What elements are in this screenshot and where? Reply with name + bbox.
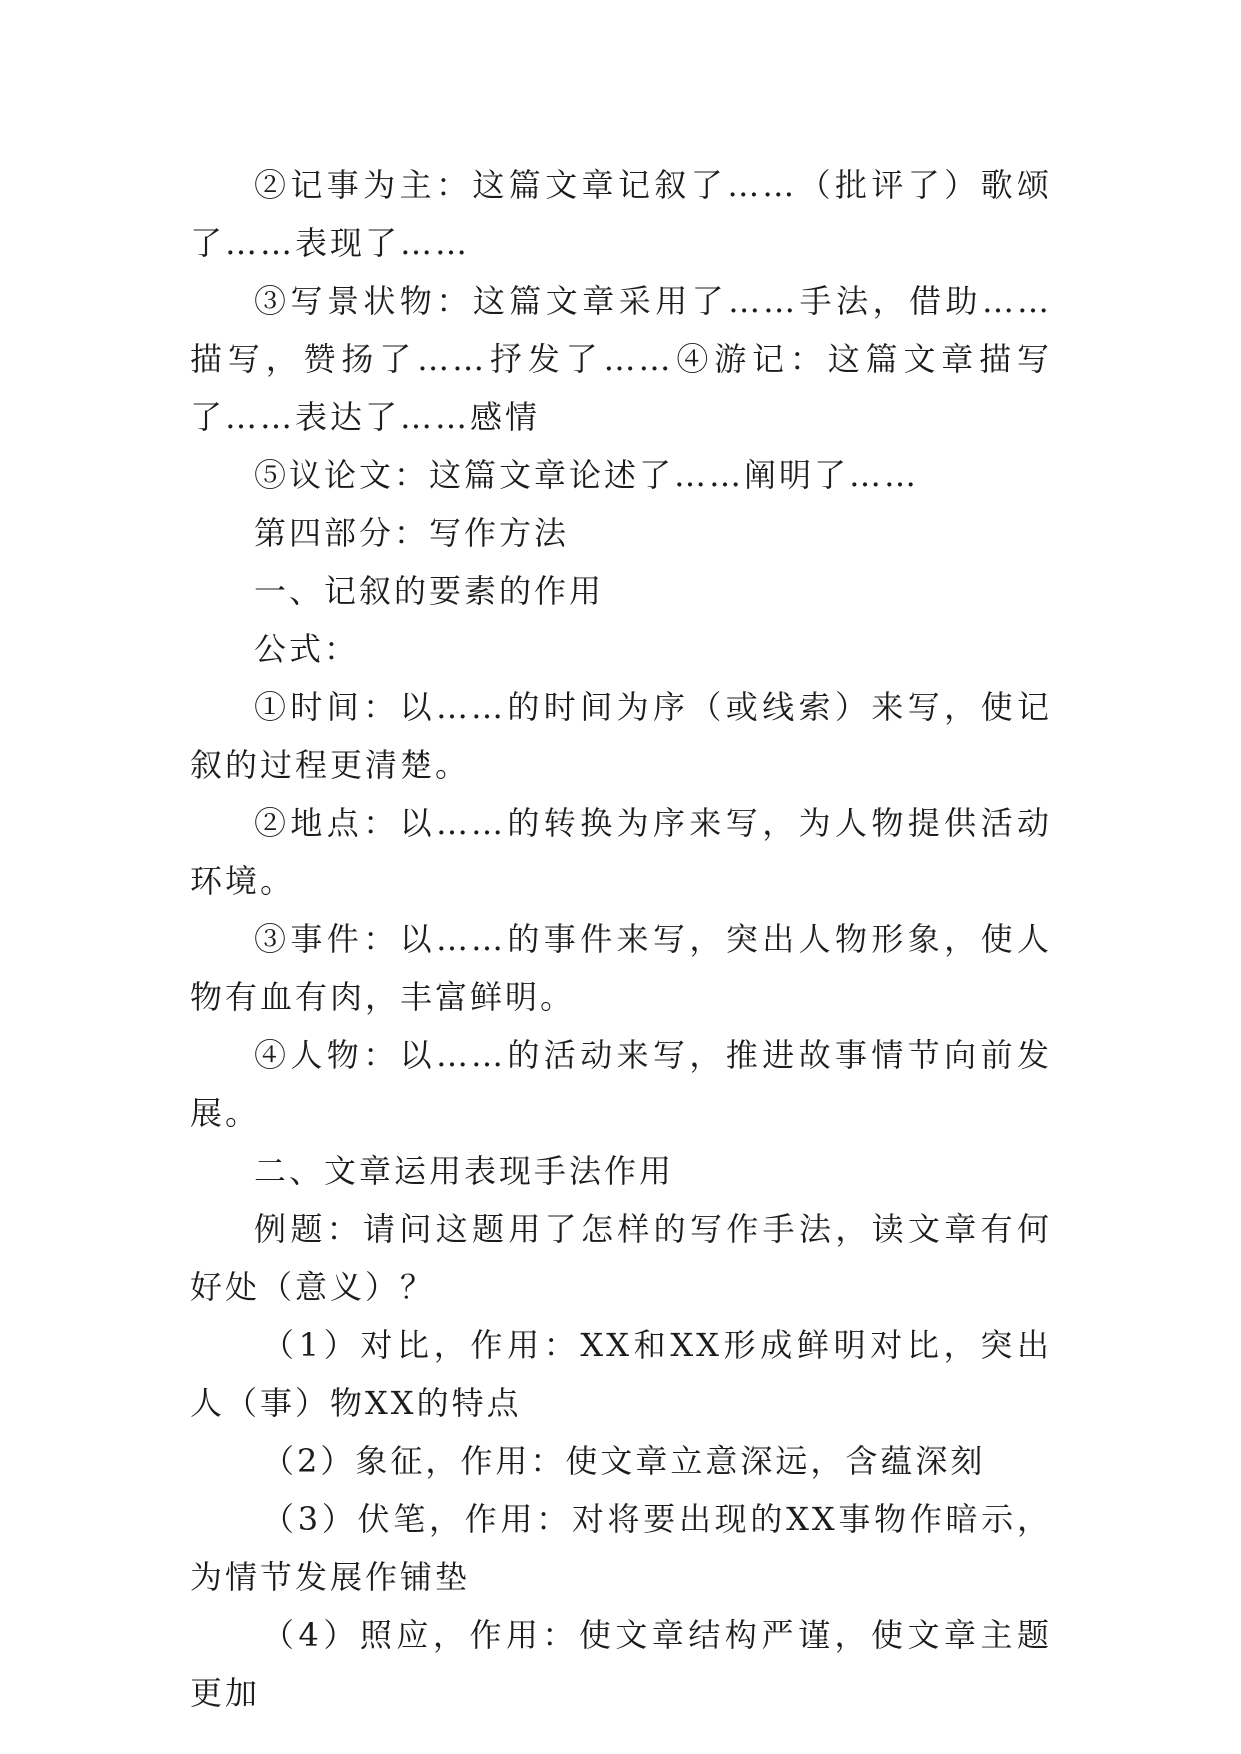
- paragraph-symbolism: （2）象征，作用：使文章立意深远，含蕴深刻: [262, 1442, 986, 1480]
- paragraph-event: ③事件：以……的事件来写，突出人物形象，使人物有血有肉，丰富鲜明。: [190, 920, 1052, 1016]
- paragraph-place: ②地点：以……的转换为序来写，为人物提供活动环境。: [190, 804, 1052, 900]
- section-heading-writing-methods: 第四部分：写作方法: [254, 514, 570, 552]
- paragraph-record-events: ②记事为主：这篇文章记叙了……（批评了）歌颂了……表现了……: [190, 166, 1052, 262]
- document-body: [190, 156, 1052, 1722]
- paragraph-scenery-travel: ③写景状物：这篇文章采用了……手法，借助……描写，赞扬了……抒发了……④游记：这篇文章描写了……表达了……感情: [190, 282, 1052, 436]
- paragraph-contrast: （1）对比，作用：XX和XX形成鲜明对比，突出人（事）物XX的特点: [190, 1326, 1052, 1422]
- paragraph-echo: （4）照应，作用：使文章结构严谨，使文章主题更加: [190, 1616, 1052, 1712]
- paragraph-foreshadowing: （3）伏笔，作用：对将要出现的XX事物作暗示，为情节发展作铺垫: [190, 1500, 1052, 1596]
- paragraph-character: ④人物：以……的活动来写，推进故事情节向前发展。: [190, 1036, 1052, 1132]
- paragraph-time: ①时间：以……的时间为序（或线索）来写，使记叙的过程更清楚。: [190, 688, 1052, 784]
- subheading-narrative-elements: 一、记叙的要素的作用: [254, 572, 605, 610]
- formula-label: 公式：: [254, 630, 360, 668]
- subheading-expression-techniques: 二、文章运用表现手法作用: [254, 1152, 675, 1190]
- paragraph-argument: ⑤议论文：这篇文章论述了……阐明了……: [254, 456, 920, 494]
- paragraph-example-question: 例题：请问这题用了怎样的写作手法，读文章有何好处（意义）？: [190, 1210, 1052, 1306]
